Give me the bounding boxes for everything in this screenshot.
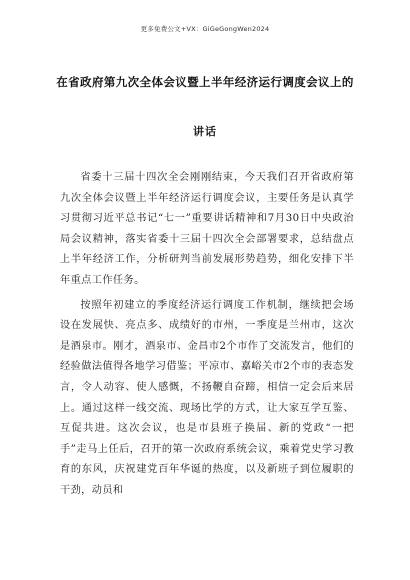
document-subtitle: 讲话 [193, 125, 217, 138]
header-note: 更多免费公文+VX：GiGeGongWen2024 [140, 25, 270, 33]
paragraph-1: 省委十三届十四次全会刚刚结束，今天我们召开省政府第九次全体会议暨上半年经济运行调度会议，主要任务是认真学习贯彻习近平总书记“七一”重要讲话精神和7月30日中央政治局会议精神，落实省委十三届十四次全会部署要求，总结盘点上半年经济工作，分析研判当前发展形势趋势，细化安排下半年重点工作任务。 [60, 172, 354, 286]
document-title: 在省政府第九次全体会议暨上半年经济运行调度会议上的 [56, 75, 354, 89]
document-body [60, 168, 354, 502]
paragraph-2: 按照年初建立的季度经济运行调度工作机制，继续把会场设在发展快、亮点多、成绩好的市州，一季度是兰州市，这次是酒泉市。刚才，酒泉市、金昌市2个市作了交流发言，他们的经验做法值得各地学习借鉴；平凉市、嘉峪关市2个市的表态发言，令人动容、使人感慨，不扬鞭自奋蹄，相信一定会后来居上。通过这样一线交流、现场比学的方式，让大家互学互鉴、互促共进。这次会议，也是市县班子换届、新的党政“一把手”走马上任后，召开的第一次政府系统会议，乘着党史学习教育的东风，庆祝建党百年华诞的热度，以及新班子到位履职的干劲，动员和 [60, 299, 354, 496]
